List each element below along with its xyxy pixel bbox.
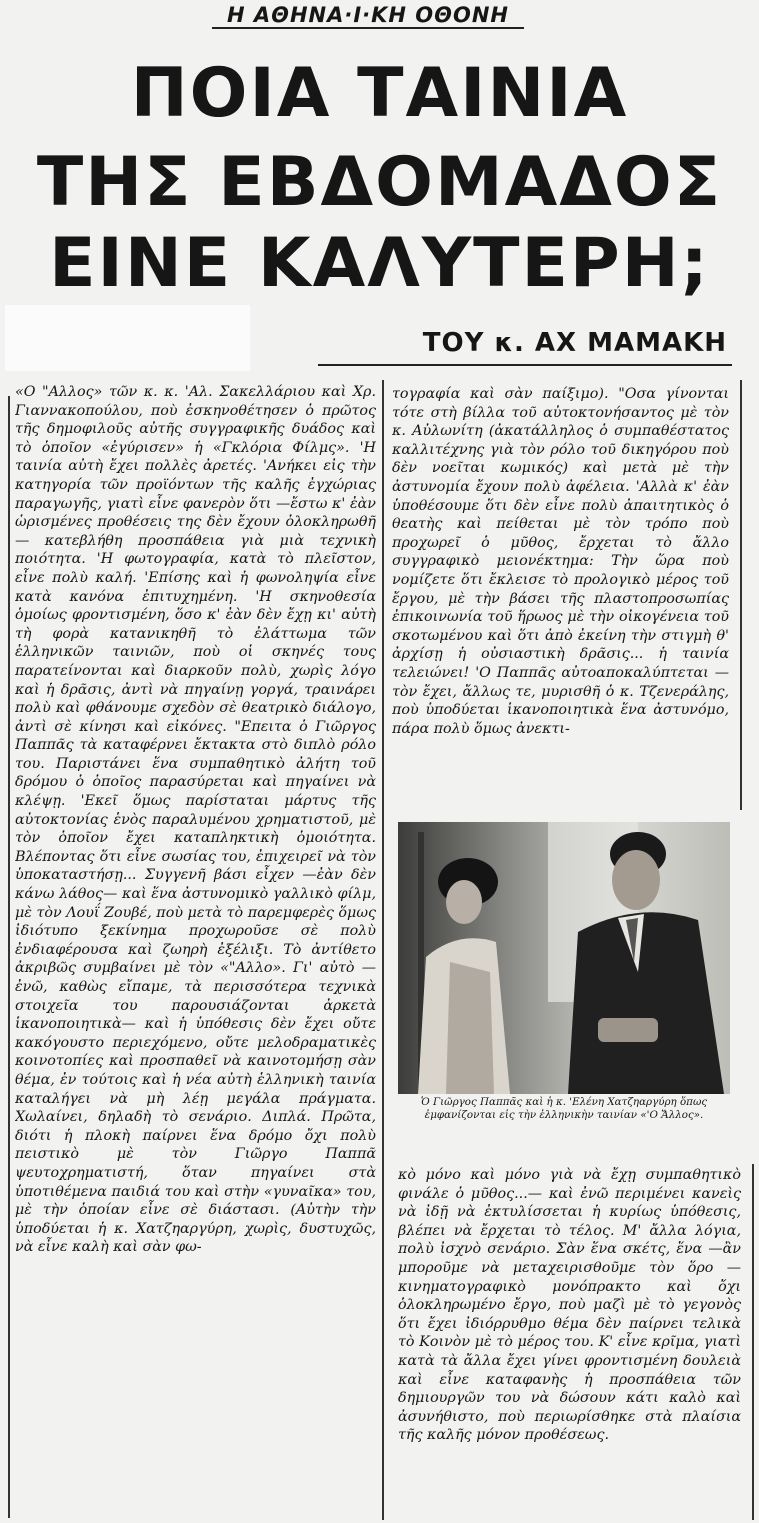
column-rule-right-lower [752,1164,754,1520]
headline-line-1: ΠΟΙΑ ΤΑΙΝΙΑ [130,54,629,133]
column-rule-middle [382,380,384,1520]
film-still-photo [398,822,730,1094]
article-column-1 [15,383,376,1519]
column-rule-left [8,396,10,1518]
column-2-text: τογραφία καὶ σὰν παίξιμο). "Οσα γίνονται τότε στὴ βίλλα τοῦ αὐτοκτονήσαντος μὲ τὸν κ. Αὐλωνίτη (ἀκατάλληλος ὁ συμπαθέστατος καλλιτέχνης γιὰ τὸν ρόλο τοῦ δικηγόρου ποὺ δὲν νοεῖται κωμικός) καὶ μετὰ μὲ τὴν ἀστυνομία ἔχουν πολὺ ἀφέλεια. 'Αλλὰ κ' ἐὰν ὑποθέσουμε ὅτι δὲν εἶνε πολὺ ἀπαιτητικὸς ὁ θεατὴς καὶ πείθεται μὲ τὸν τρόπο ποὺ προχωρεῖ ὁ μῦθος, ἔρχεται τὸ ἄλλο συγγραφικὸ μειονέκτημα: Τὴν ὥρα ποὺ νομίζετε ὅτι ἔκλεισε τὸ προλογικὸ μέρος τοῦ ἔργου, μὲ τὴν βάσει τῆς πλαστοπροσωπίας ἐπικοινωνία τοῦ ἥρωος μὲ τὴν οἰκογένεια τοῦ σκοτωμένου καὶ ὅτι ἀπὸ ἐκείνη τὴν στιγμὴ θ' ἀρχίσῃ ἡ οὐσιαστικὴ δρᾶσις... ἡ ταινία τελειώνει! 'Ο Παππᾶς αὐτοαποκαλύπτεται —τὸν ἔχει, ἄλλως τε, μυρισθῆ ὁ κ. Τζενεράλης, ποὺ ὑποδύεται ἱκανοποιητικὰ ἕνα ἀστυνόμο, πάρα πολὺ ὅμως ἀνεκτι- [392,386,729,737]
column-rule-right [740,380,742,810]
kicker-rule [212,27,524,29]
byline-rule [318,364,732,366]
column-3-text: κὸ μόνο καὶ μόνο γιὰ νὰ ἔχῃ συμπαθητικὸ φινάλε ὁ μῦθος...— καὶ ἐνῶ περιμένει κανεὶς νὰ ἰδῇ νὰ ἐκτυλίσσεται ἡ κυρίως ὑπόθεσις, βλέπει νὰ ἔρχεται τὸ τέλος. Μ' ἄλλα λόγια, πολὺ ἰσχνὸ σενάριο. Σὰν ἕνα σκέτς, ἕνα —ἂν μποροῦμε νὰ μεταχειρισθοῦμε τὸν ὅρο — κινηματογραφικὸ μονόπρακτο καὶ ὄχι ὁλοκληρωμένο ἔργο, ποὺ μαζὶ μὲ τὸ γεγονὸς ὅτι ἔχει ἰδιόρρυθμο θέμα δὲν παίρνει τελικὰ τὸ Κοινὸν μὲ τὸ μέρος του. Κ' εἶνε κρῖμα, γιατὶ κατὰ τὰ ἄλλα ἔχει γίνει φροντισμένη δουλειὰ καὶ εἶνε καταφανὴς ἡ προσπάθεια τῶν δημιουργῶν του νὰ δώσουν κάτι καλὸ καὶ ἀσυνήθιστο, ποὺ περιωρίσθηκε στὰ πλαίσια τῆς καλῆς μόνον προθέσεως. [398,1167,741,1444]
headline-line-2: ΤΗΣ ΕΒΔΟΜΑΔΟΣ [36,143,723,222]
blank-area [5,305,250,371]
photo-caption: Ὁ Γιῶργος Παππᾶς καὶ ἡ κ. 'Ελένη Χατζηαργύρη ὅπως ἐμφανίζονται εἰς τὴν ἑλληνικὴν ταινίαν «'Ο Ἄλλος». [420,1096,708,1121]
kicker: Η ΑΘΗΝΑ·Ι·ΚΗ ΟΘΟΝΗ [226,3,510,27]
byline: ΤΟΥ κ. ΑΧ ΜΑΜΑΚΗ [422,328,727,358]
article-column-3 [398,1166,741,1521]
article-column-2 [392,385,729,805]
film-still-image [398,822,730,1094]
headline-line-3: ΕΙΝΕ ΚΑΛΥΤΕΡΗ; [49,224,710,303]
column-1-text: «Ο "Αλλος» τῶν κ. κ. 'Αλ. Σακελλάριου καὶ Χρ. Γιαννακοπούλου, ποὺ ἐσκηνοθέτησεν ὁ πρῶτος τῆς δημοφιλοῦς αὐτῆς συγγραφικῆς δυάδος καὶ τὸ ὁποῖον «ἐγύρισεν» ἡ «Γκλόρια Φίλμς». 'Η ταινία αὐτὴ ἔχει πολλὲς ἀρετές. 'Ανήκει εἰς τὴν κατηγορία τῶν προϊόντων τῆς καλῆς ἐγχώριας παραγωγῆς, γιατὶ εἶνε φανερὸν ὅτι —ἔστω κ' ἐὰν ὡρισμένες προθέσεις της δὲν ἔχουν ὁλοκληρωθῆ— κατεβλήθη προσπάθεια γιὰ μιὰ τεχνικὴ ποιότητα. 'Η φωτογραφία, κατὰ τὸ πλεῖστον, εἶνε πολὺ καλή. 'Επίσης καὶ ἡ φωνοληψία εἶνε κατὰ κανόνα ἐπιτυχημένη. 'Η σκηνοθεσία ὁμοίως φροντισμένη, ὅσο κ' ἐὰν δὲν ἔχῃ κι' αὐτὴ τὴ φορὰ κατανικηθῆ τὸ ἐλάττωμα τῶν ἑλληνικῶν ταινιῶν, ποὺ οἱ σκηνές τους παρατείνονται καὶ διαρκοῦν πολὺ, χωρὶς λόγο καὶ ἡ δρᾶσις, ἀντὶ νὰ πηγαίνῃ γοργά, τραινάρει πολὺ καὶ φθάνουμε σχεδὸν σὲ θεατρικὸ διάλογο, ἀντὶ σὲ κίνησι καὶ εἰκόνες. "Επειτα ὁ Γιῶργος Παππᾶς τὰ καταφέρνει ἔκτακτα στὸ διπλὸ ρόλο του. Παριστάνει ἕνα συμπαθητικὸ ἀλήτη τοῦ δρόμου ὁ ὁποῖος παρασύρεται καὶ πηγαίνει νὰ κλέψῃ. 'Εκεῖ ὅμως παρίσταται μάρτυς τῆς αὐτοκτονίας ἑνὸς παραλυμένου χρηματιστοῦ, μὲ τὸν ὁποῖον ἔχει καταπληκτικὴ ὁμοιότητα. Βλέποντας ὅτι εἶνε σωσίας του, ἐπιχειρεῖ νὰ τὸν ὑποκαταστήσῃ... Συγγενῆ βάσι εἶχεν —ἐὰν δὲν κάνω λάθος— καὶ ἕνα ἀστυνομικὸ γαλλικὸ φίλμ, μὲ τὸν Λουΐ Ζουβέ, ποὺ μετὰ τὸ παρεμφερὲς ὅμως ἰδιότυπο ξεκίνημα προχωροῦσε σὲ πολὺ ἐνδιαφέρουσα καὶ ζωηρὴ ἐξέλιξι. Τὸ ἀντίθετο ἀκριβῶς συμβαίνει μὲ τὸν «"Αλλο». Γι' αὐτὸ —ἐνῶ, καθὼς εἴπαμε, τὰ περισσότερα τεχνικὰ στοιχεῖα του παρουσιάζονται ἀρκετὰ ἱκανοποιητικὰ— καὶ ἡ ὑπόθεσις δὲν ἔχει οὔτε κακόγουστο περιεχόμενο, οὔτε μελοδραματικὲς κοινοτοπίες καὶ προσπαθεῖ νὰ καινοτομήσῃ σὰν θέμα, ἐν τούτοις καὶ ἡ νέα αὐτὴ ἑλληνικὴ ταινία καταλήγει νὰ μὴ λέῃ μεγάλα πράγματα. Χωλαίνει, δηλαδὴ τὸ σενάριο. Διπλά. Πρῶτα, διότι ἡ πλοκὴ παίρνει ἕνα δρόμο ὄχι πολὺ πειστικὸ μὲ τὸν Γιῶργο Παππᾶ ψευτοχρηματιστή, ὅταν πηγαίνει στὰ ὑποτιθέμενα παιδιά του καὶ στὴν «γυναῖκα» του, μὲ τὴν ὁποίαν εἶνε σὲ διάστασι. (Αὐτὴν τὴν ὑποδύεται ἡ κ. Χατζηαργύρη, χωρὶς, δυστυχῶς, νὰ εἶνε καλὴ καὶ σὰν φω- [15,384,376,1256]
